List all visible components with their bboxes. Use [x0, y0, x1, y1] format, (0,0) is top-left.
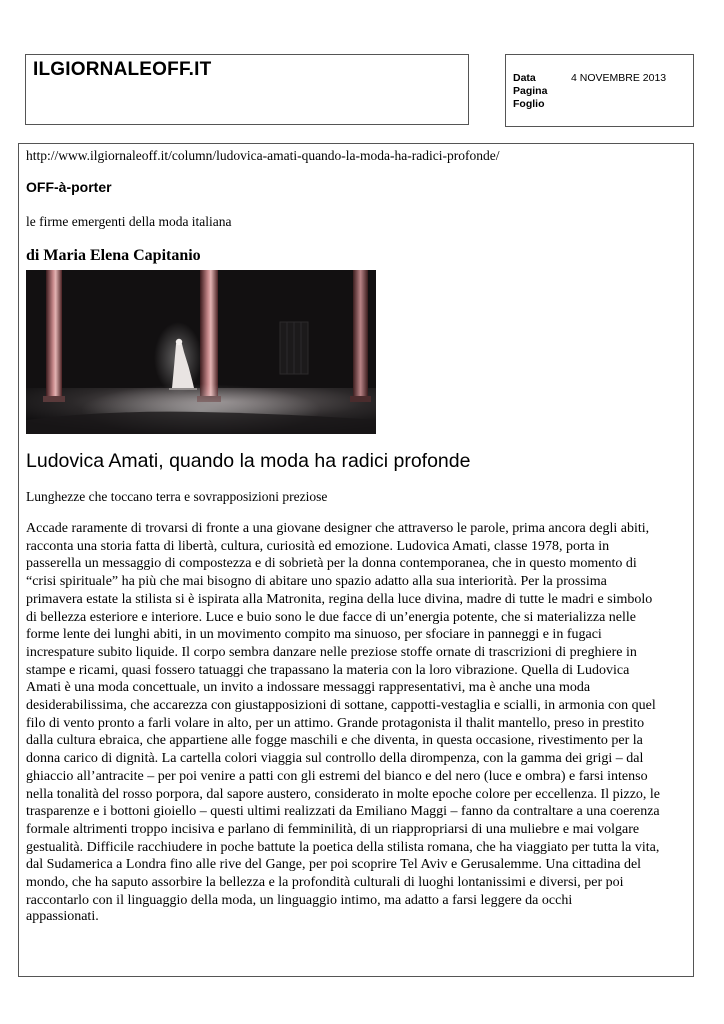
body-line: passerella un messaggio di compostezza e di sobrietà per la donna contemporanea, che in questo momento di — [26, 556, 637, 572]
body-line: desiderabilissima, che accarezza con giustapposizioni di sottane, cappotti-vestaglia e scialli, in armonia con quel — [26, 698, 656, 714]
body-line: gestualità. Difficile racchiudere in poche battute la poetica della stilista romana, che ha viaggiato per tutta la vita, — [26, 839, 660, 855]
body-line: donna carico di dignità. La cartella colori viaggia sul controllo della dirompenza, con la gamma dei grigi – dal — [26, 751, 644, 767]
body-line: racconta una storia fatta di libertà, cultura, curiosità ed emozione. Ludovica Amati, classe 1978, porta in — [26, 538, 610, 554]
date-label: Data — [513, 72, 536, 84]
body-line: stampe e ricami, quasi fossero tatuaggi che trapassano la materia con la loro vibrazione. Quella di Ludovica — [26, 662, 630, 678]
body-line: ghiaccio all’antracite – per poi venire a patti con gli estremi del bianco e del nero (luce e ombra) e farsi intenso — [26, 768, 648, 784]
body-line: filo di vento pronto a farli volare in alto, per un attimo. Grande protagonista il thalit mantello, preso in prestito — [26, 715, 645, 731]
body-line: increspature subito liquide. Il corpo sembra danzare nelle preziose stoffe ornate di trascrizioni di preghiere in — [26, 644, 637, 660]
body-line: raccontarlo con il linguaggio della moda, un linguaggio intimo, ma adatto a farsi leggere da occhi — [26, 892, 573, 908]
article-clipping — [18, 143, 694, 977]
article-headline: Ludovica Amati, quando la moda ha radici profonde — [26, 450, 471, 472]
publication-meta-box — [505, 54, 694, 127]
body-line: trasparenze e i bottoni gioiello – questi ultimi realizzati da Emiliano Maggi – fanno da contraltare a una coerenza — [26, 804, 660, 820]
article-author: di Maria Elena Capitanio — [26, 247, 201, 264]
body-line: “crisi spirituale” ha più che mai bisogno di abitare uno spazio adatto alla sua interiorità. Per la prossima — [26, 574, 607, 590]
date-row — [513, 72, 667, 84]
column-description: le firme emergenti della moda italiana — [26, 214, 232, 229]
article-closing-line: appassionati. — [26, 909, 99, 924]
newspaper-title: ILGIORNALEOFF.IT — [33, 59, 212, 80]
sheet-label: Foglio — [513, 98, 545, 110]
masthead-box — [25, 54, 469, 125]
column-name: OFF-à-porter — [26, 179, 112, 195]
body-line: Accade raramente di trovarsi di fronte a una giovane designer che attraverso le parole, prima ancora degli abiti, — [26, 521, 650, 536]
article-body — [26, 520, 690, 909]
page-label: Pagina — [513, 85, 548, 97]
article-url: http://www.ilgiornaleoff.it/column/ludovica-amati-quando-la-moda-ha-radici-profonde/ — [26, 148, 500, 163]
body-line: nella tonalità del rosso porpora, dal sapore austero, considerato in molte epoche colore per eccellenza. Il pizzo, le — [26, 786, 661, 802]
body-line: dalla cultura ebraica, che appartiene alle fogge maschili e che diventa, in questa occasione, rivestimento per la — [26, 733, 643, 749]
body-line: Amati è una moda concettuale, un invito a indossare messaggi rappresentativi, ma è anche una moda — [26, 680, 591, 696]
runway-photo — [26, 270, 376, 434]
body-line: dal Sudamerica a Londra fino alle rive del Gange, per poi scoprire Tel Aviv e Gerusalemme. Una cittadina del — [26, 857, 642, 873]
body-line: primavera estate la stilista si è ispirata alla Matronita, regina della luce divina, madre di tutte le madri e simbolo — [26, 591, 653, 607]
body-line: mondo, che ha saputo assorbire la bellezza e la profondità culturali di luoghi lontanissimi e diversi, per poi — [26, 875, 624, 891]
body-line: formale altrimenti troppo incisiva e parlano di femminilità, di un riappropriarsi di una muliebre e mai volgare — [26, 821, 640, 837]
article-subheadline: Lunghezze che toccano terra e sovrapposizioni preziose — [26, 489, 328, 504]
date-value: 4 NOVEMBRE 2013 — [571, 72, 667, 84]
body-line: forme lente dei lunghi abiti, in un movimento compito ma sinuoso, per sfociare in panneggi e in fugaci — [26, 627, 602, 643]
body-line: di bellezza esteriore e interiore. Luce e buio sono le due facce di un’energia potente, che si materializza nelle — [26, 609, 636, 625]
